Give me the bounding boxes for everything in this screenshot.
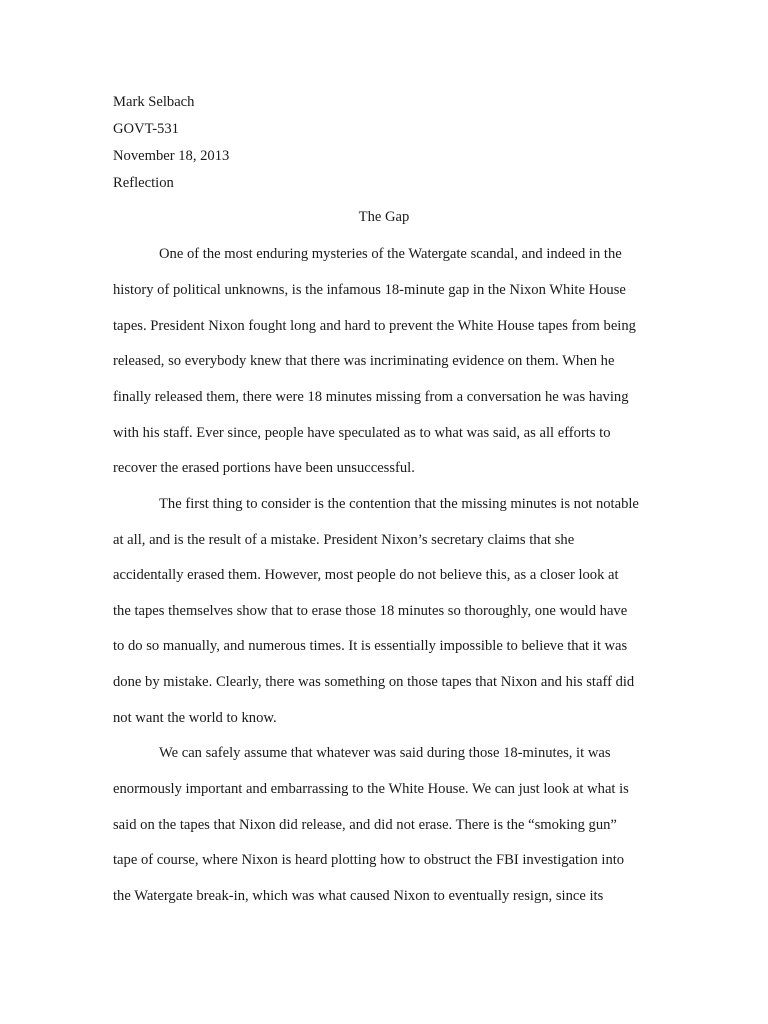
- paragraph-line: One of the most enduring mysteries of the Watergate scandal, and indeed in the: [159, 246, 622, 262]
- document-date: November 18, 2013: [113, 148, 230, 164]
- paragraph-line: history of political unknowns, is the infamous 18-minute gap in the Nixon White House: [113, 282, 626, 298]
- document-title: The Gap: [358, 209, 410, 225]
- assignment-type: Reflection: [113, 175, 174, 191]
- paragraph-line: We can safely assume that whatever was said during those 18-minutes, it was: [159, 745, 611, 761]
- paragraph-line: at all, and is the result of a mistake. President Nixon’s secretary claims that she: [113, 532, 575, 548]
- paragraph-line: with his staff. Ever since, people have speculated as to what was said, as all efforts to: [113, 425, 611, 441]
- paragraph-line: finally released them, there were 18 minutes missing from a conversation he was having: [113, 389, 629, 405]
- paragraph-line: tape of course, where Nixon is heard plotting how to obstruct the FBI investigation into: [113, 852, 625, 868]
- paragraph-line: not want the world to know.: [113, 710, 277, 726]
- paragraph-line: recover the erased portions have been unsuccessful.: [113, 460, 415, 476]
- paragraph-line: done by mistake. Clearly, there was something on those tapes that Nixon and his staff did: [113, 674, 635, 690]
- course-code: GOVT-531: [113, 121, 179, 137]
- paragraph-line: the Watergate break-in, which was what caused Nixon to eventually resign, since its: [113, 888, 604, 904]
- paragraph-line: to do so manually, and numerous times. It is essentially impossible to believe that it was: [113, 638, 628, 654]
- paragraph-line: enormously important and embarrassing to the White House. We can just look at what is: [113, 781, 629, 797]
- paragraph-line: The first thing to consider is the contention that the missing minutes is not notable: [159, 496, 639, 512]
- paragraph-line: released, so everybody knew that there was incriminating evidence on them. When he: [113, 353, 615, 369]
- author-name: Mark Selbach: [113, 94, 195, 110]
- paragraph-line: accidentally erased them. However, most people do not believe this, as a closer look at: [113, 567, 619, 583]
- paragraph-line: tapes. President Nixon fought long and hard to prevent the White House tapes from being: [113, 318, 636, 334]
- paragraph-line: said on the tapes that Nixon did release, and did not erase. There is the “smoking gun”: [113, 817, 617, 833]
- paragraph-line: the tapes themselves show that to erase those 18 minutes so thoroughly, one would have: [113, 603, 628, 619]
